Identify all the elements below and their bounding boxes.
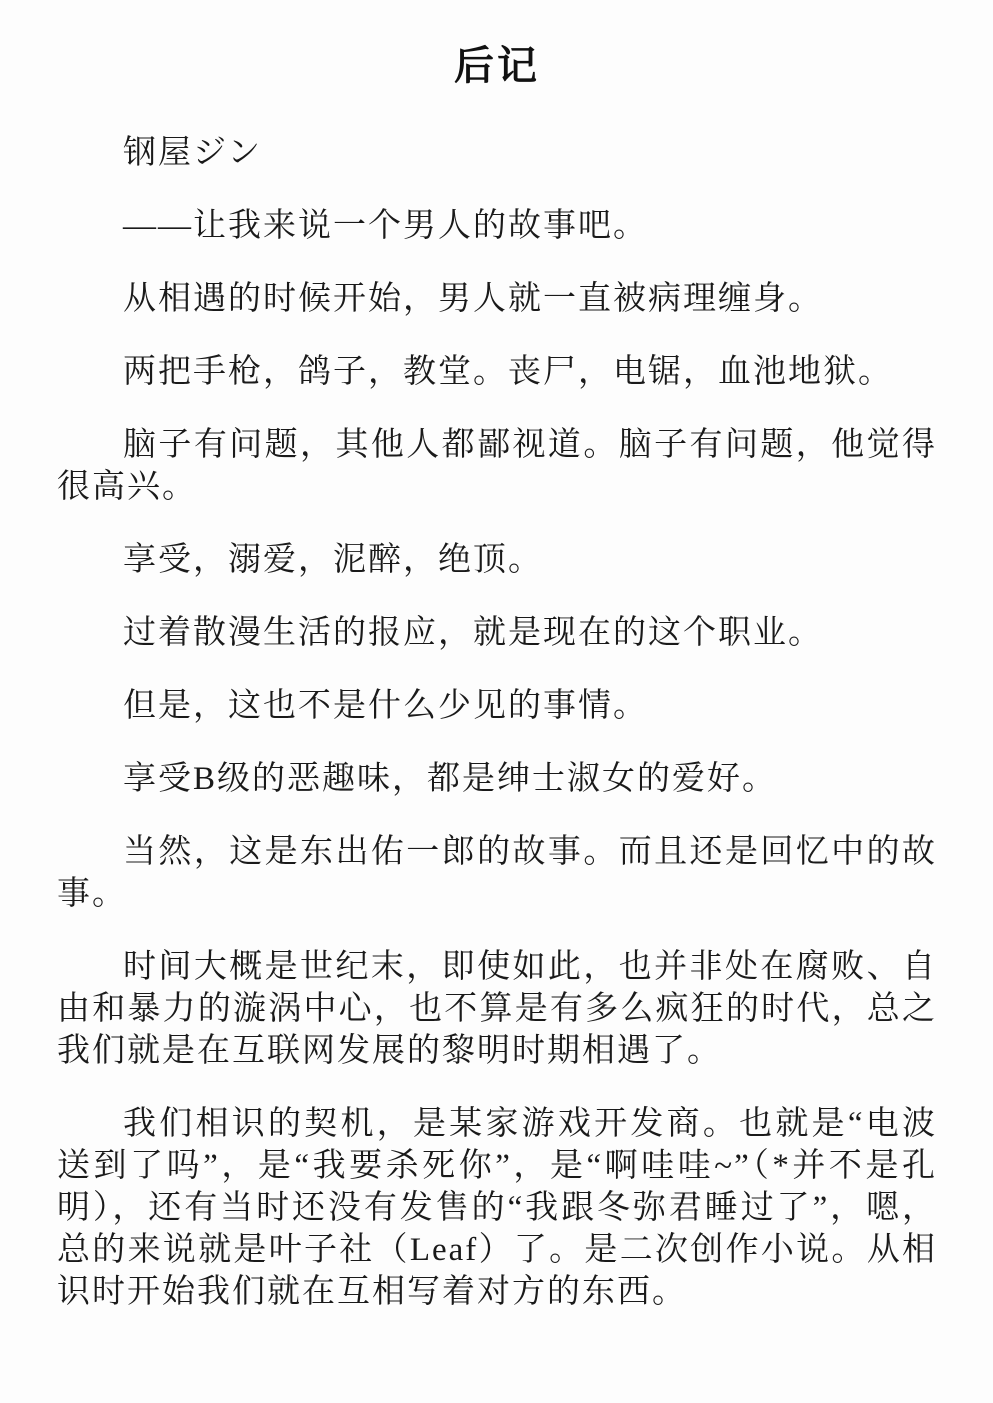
paragraph: 从相遇的时候开始，男人就一直被病理缠身。 — [123, 281, 823, 317]
paragraph: 享受B级的恶趣味，都是绅士淑女的爱好。 — [123, 761, 778, 797]
paragraph: 时间大概是世纪末，即使如此，也并非处在腐败、自由和暴力的漩涡中心，也不算是有多么疯狂的时代，总之我们就是在互联网发展的黎明时期相遇了。 — [57, 949, 937, 1069]
page-title: 后记 — [454, 43, 540, 88]
paragraph: 脑子有问题，其他人都鄙视道。脑子有问题，他觉得很高兴。 — [57, 427, 937, 505]
paragraph: 享受，溺爱，泥醉，绝顶。 — [123, 542, 543, 578]
paragraph: 两把手枪，鸽子，教堂。丧尸，电锯，血池地狱。 — [123, 354, 893, 390]
paragraph: 过着散漫生活的报应，就是现在的这个职业。 — [123, 615, 823, 651]
paragraph: ——让我来说一个男人的故事吧。 — [123, 208, 648, 244]
paragraph: 钢屋ジン — [123, 135, 263, 171]
paragraph: 当然，这是东出佑一郎的故事。而且还是回忆中的故事。 — [57, 834, 937, 912]
paragraph: 我们相识的契机，是某家游戏开发商。也就是“电波送到了吗”，是“我要杀死你”，是“啊哇哇~”（*并不是孔明），还有当时还没有发售的“我跟冬弥君睡过了”，嗯，总的来说就是叶子社（Leaf）了。是二次创作小说。从相识时开始我们就在互相写着对方的东西。 — [57, 1106, 937, 1310]
paragraph: 但是，这也不是什么少见的事情。 — [123, 688, 648, 724]
afterword-text — [57, 132, 937, 1313]
